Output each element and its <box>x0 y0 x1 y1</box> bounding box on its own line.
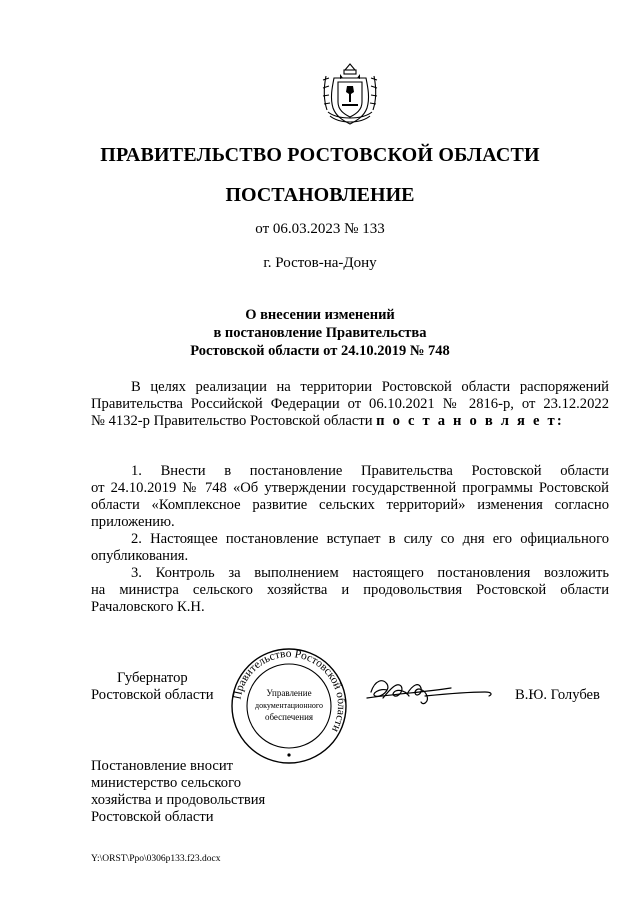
stamp-inner-line: обеспечения <box>264 712 314 722</box>
introduced-line: Ростовской области <box>91 809 214 825</box>
paragraph-line: 3. Контроль за выполнением настоящего постановления возложить <box>131 565 609 581</box>
paragraph-line: 1. Внести в постановление Правительства Ростовской области <box>131 463 609 479</box>
stamp-dot <box>287 753 290 756</box>
signer-name: В.Ю. Голубев <box>515 687 600 703</box>
paragraph-line <box>91 413 609 430</box>
paragraph-line: В целях реализации на территории Ростовской области распоряжений <box>131 379 609 395</box>
stamp-inner-line: документационного <box>255 701 323 710</box>
document-city: г. Ростов-на-Дону <box>263 255 377 271</box>
paragraph-line: опубликования. <box>91 548 189 564</box>
signer-title-line: Губернатор <box>117 670 188 686</box>
preamble-paragraph <box>91 379 609 430</box>
file-path: Y:\ORST\Ppo\0306p133.f23.docx <box>91 854 221 864</box>
resolves-word: п о с т а н о в л я е т: <box>376 413 564 429</box>
introduced-by <box>91 758 265 826</box>
paragraph-line: Правительства Российской Федерации от 06.10.2021 № 2816-р, от 23.12.2022 <box>91 396 609 412</box>
item-1-paragraph <box>91 463 609 531</box>
paragraph-line: области «Комплексное развитие сельских территорий» изменения согласно <box>91 497 609 513</box>
signer-title <box>91 670 214 704</box>
paragraph-line: от 24.10.2019 № 748 «Об утверждении государственной программы Ростовской <box>91 480 609 496</box>
subject-line: в постановление Правительства <box>213 325 427 341</box>
document-subject <box>0 306 640 360</box>
preamble-text: № 4132-р Правительство Ростовской области <box>91 413 373 429</box>
government-name: ПРАВИТЕЛЬСТВО РОСТОВСКОЙ ОБЛАСТИ <box>100 144 540 166</box>
subject-line: Ростовской области от 24.10.2019 № 748 <box>190 343 450 359</box>
official-stamp <box>229 646 349 766</box>
paragraph-line: Рачаловского К.Н. <box>91 599 205 615</box>
signer-title-line: Ростовской области <box>91 687 214 703</box>
coat-of-arms-icon <box>318 62 382 128</box>
introduced-line: Постановление вносит <box>91 758 234 774</box>
paragraph-line: 2. Настоящее постановление вступает в силу со дня его официального <box>131 531 609 547</box>
paragraph-line: на министра сельского хозяйства и продовольствия Ростовской области <box>91 582 609 598</box>
stamp-inner-line: Управление <box>266 688 312 698</box>
paragraph-line: приложению. <box>91 514 175 530</box>
introduced-line: хозяйства и продовольствия <box>91 792 266 808</box>
introduced-line: министерство сельского <box>91 775 241 791</box>
handwritten-signature <box>365 668 495 714</box>
item-2-paragraph <box>91 531 609 565</box>
subject-line: О внесении изменений <box>245 307 395 323</box>
stamp-outer-text: Правительство Ростовской области <box>231 647 348 734</box>
item-3-paragraph <box>91 565 609 616</box>
document-type: ПОСТАНОВЛЕНИЕ <box>225 184 415 206</box>
document-date-number: от 06.03.2023 № 133 <box>255 221 385 237</box>
